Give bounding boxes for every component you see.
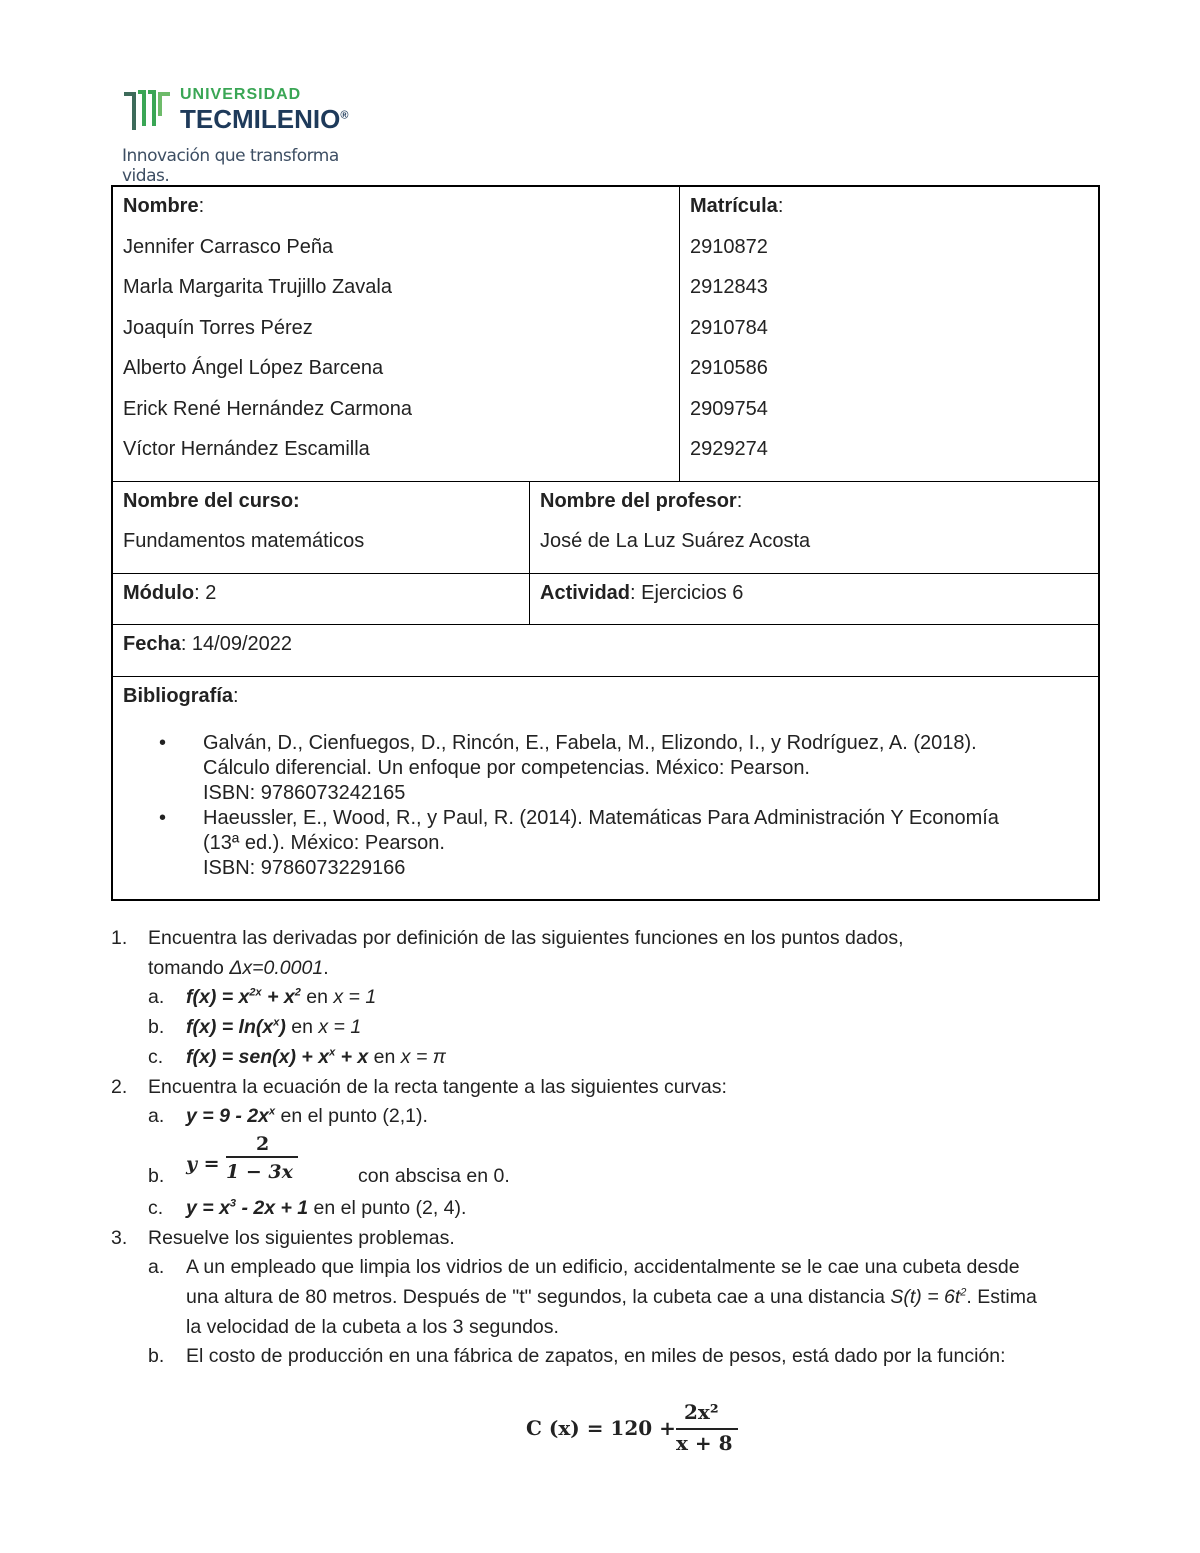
matricula-cell bbox=[679, 187, 1098, 481]
question-3b: b. El costo de producción en una fábrica de zapatos, en miles de pesos, está dado por la función: bbox=[148, 1345, 1006, 1368]
students-row bbox=[113, 187, 1098, 481]
question-2a: a. $y = 9 - 2x^x$ en el punto (2,1). bbox=[148, 1105, 428, 1128]
course-row bbox=[113, 481, 1098, 573]
module-text: Módulo: 2 bbox=[123, 581, 217, 604]
course-label: Nombre del curso: bbox=[123, 489, 300, 512]
cost-function-formula: C (x) = 120 + 2x² x + 8 bbox=[526, 1400, 746, 1460]
exercise-list bbox=[111, 924, 1111, 1372]
bibliography-label: Bibliografía: bbox=[123, 684, 239, 707]
logo-tagline: Innovación que transforma vidas. bbox=[122, 146, 339, 186]
activity-cell bbox=[529, 574, 1098, 625]
question-3a: a. A un empleado que limpia los vidrios de un edificio, accidentalmente se le cae una cubeta desde una altura de 80 metros. Después de "t" segundos, la cubeta cae a una distancia $S(t) = 6t^2$. Estima la velocidad de la cubeta a los 3 segundos. bbox=[148, 1256, 1037, 1338]
student-id: 2912843 bbox=[690, 276, 768, 298]
question-2b: b. y = 2 1 − 3x con abscisa en 0. bbox=[148, 1132, 510, 1187]
question-2: 2. Encuentra la ecuación de la recta tangente a las siguientes curvas: a. $y = 9 - 2x^x$ en el punto (2,1). b. y = 2 1 − 3x con abscisa en 0. c. $y = x^3 - 2x + 1$ en el punto (2, 4). bbox=[111, 1073, 1111, 1224]
tecmilenio-logo-icon bbox=[122, 86, 174, 134]
student-id: 2910586 bbox=[690, 357, 768, 379]
matricula-header: Matrícula: bbox=[690, 195, 784, 217]
bibliography-list bbox=[123, 731, 1088, 881]
bibliography-cell bbox=[113, 677, 1098, 900]
student-name: Erick René Hernández Carmona bbox=[123, 397, 413, 420]
student-name: Alberto Ángel López Barcena bbox=[123, 357, 384, 379]
student-name: Víctor Hernández Escamilla bbox=[123, 438, 370, 460]
student-name: Joaquín Torres Pérez bbox=[123, 316, 313, 339]
date-text: Fecha: 14/09/2022 bbox=[123, 633, 293, 655]
module-row bbox=[113, 573, 1098, 625]
names-cell bbox=[113, 187, 679, 481]
course-cell bbox=[113, 482, 529, 573]
question-1a: a. $f(x) = x^{2x} + x^2$ en x = 1 bbox=[148, 986, 377, 1009]
nombre-header: Nombre: bbox=[123, 195, 205, 217]
student-name: Marla Margarita Trujillo Zavala bbox=[123, 276, 392, 298]
date-row bbox=[113, 624, 1098, 676]
professor-label: Nombre del profesor: bbox=[540, 489, 743, 512]
professor-cell bbox=[529, 482, 1098, 573]
student-id: 2929274 bbox=[690, 438, 768, 460]
student-name: Jennifer Carrasco Peña bbox=[123, 235, 334, 258]
logo-tecmilenio-text: TECMILENIO® bbox=[180, 104, 349, 134]
activity-text: Actividad: Ejercicios 6 bbox=[540, 581, 744, 604]
university-logo bbox=[122, 84, 382, 186]
question-3: 3. Resuelve los siguientes problemas. a. A un empleado que limpia los vidrios de un edificio, accidentalmente se le cae una cubeta desde una altura de 80 metros. Después de "t" segundos, la cubeta cae a una distancia $S(t) = 6t^2$. Estima la velocidad de la cubeta a los 3 segundos. b. El costo de producción en una fábrica de zapatos, en miles de pesos, está dado por la función: bbox=[111, 1224, 1111, 1373]
question-1b: b. $f(x) = \ln(x^x)$ en x = 1 bbox=[148, 1016, 362, 1039]
student-id: 2910872 bbox=[690, 235, 768, 258]
bibliography-row bbox=[113, 676, 1098, 900]
student-id: 2910784 bbox=[690, 316, 768, 339]
logo-universidad-text: UNIVERSIDAD bbox=[180, 86, 302, 103]
course-value: Fundamentos matemáticos bbox=[123, 530, 365, 552]
date-cell bbox=[113, 625, 1098, 676]
question-1c: c. $f(x) = sen(x) + x^x + x$ en x = π bbox=[148, 1045, 446, 1068]
student-id: 2909754 bbox=[690, 397, 768, 420]
bibliography-item: • Haeussler, E., Wood, R., y Paul, R. (2014). Matemáticas Para Administración Y Economía (13ª ed.). México: Pearson. ISBN: 9786073229166 bbox=[203, 806, 1088, 881]
professor-value: José de La Luz Suárez Acosta bbox=[540, 530, 811, 552]
student-info-table bbox=[111, 185, 1100, 901]
bibliography-item: • Galván, D., Cienfuegos, D., Rincón, E., Fabela, M., Elizondo, I., y Rodríguez, A. (2018). Cálculo diferencial. Un enfoque por competencias. México: Pearson. ISBN: 9786073242165 bbox=[203, 731, 1088, 806]
module-cell bbox=[113, 574, 529, 625]
question-2c: c. $y = x^3 - 2x + 1$ en el punto (2, 4). bbox=[148, 1196, 467, 1219]
question-1: 1. Encuentra las derivadas por definición de las siguientes funciones en los puntos dados, tomando Δx=0.0001. a. $f(x) = x^{2x} + x^2$ en x = 1 b. $f(x) = \ln(x^x)$ en x = 1 c. $f(x) = sen(x) + x^x + x$ en x = π bbox=[111, 924, 1111, 1073]
